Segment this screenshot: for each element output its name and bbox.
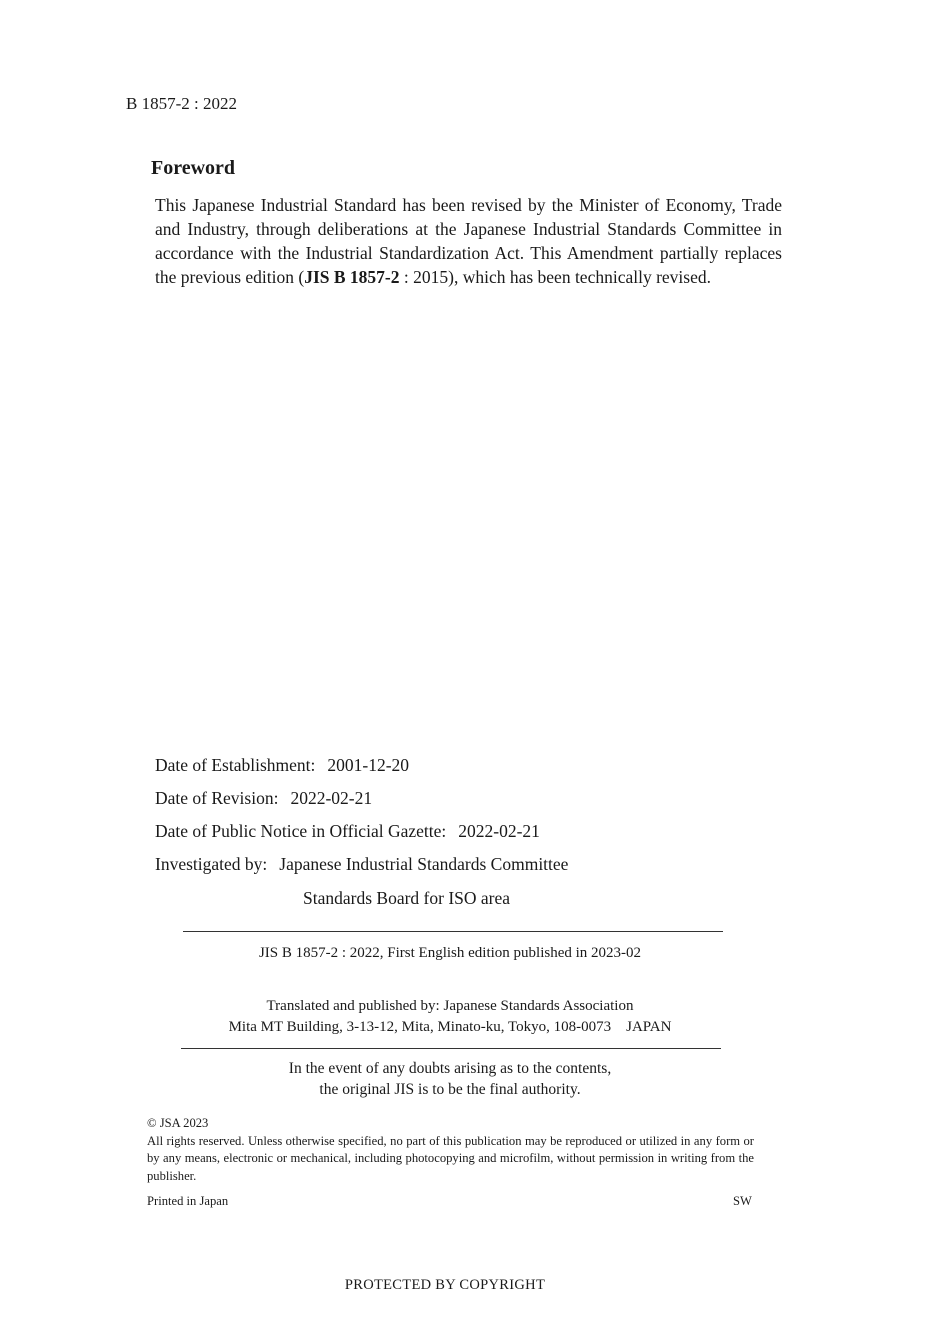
revision-date-row: [155, 788, 372, 809]
establishment-value: 2001-12-20: [327, 755, 410, 775]
establishment-label: Date of Establishment:: [155, 755, 316, 775]
gazette-label: Date of Public Notice in Official Gazette:: [155, 821, 447, 841]
divider-top: [183, 931, 723, 932]
divider-bottom: [181, 1048, 721, 1049]
protected-by-copyright-footer: PROTECTED BY COPYRIGHT: [344, 1277, 546, 1293]
publisher-block: [150, 996, 750, 1038]
rights-reserved-text: All rights reserved. Unless otherwise specified, no part of this publication may be reproduced or utilized in any form or by any means, electronic or mechanical, including photocopying and microfilm, without permission in writing from the publisher.: [147, 1133, 754, 1183]
investigated-label: Investigated by:: [155, 854, 268, 874]
printed-in: Printed in Japan: [147, 1194, 229, 1208]
gazette-value: 2022-02-21: [458, 821, 540, 841]
print-code: SW: [733, 1194, 752, 1208]
revision-label: Date of Revision:: [155, 788, 279, 808]
document-id-header: B 1857-2 : 2022: [126, 94, 237, 113]
investigated-board: Standards Board for ISO area: [303, 888, 511, 908]
foreword-text-part2: : 2015), which has been technically revised.: [399, 267, 711, 287]
foreword-heading: Foreword: [151, 157, 236, 179]
foreword-body: [155, 193, 782, 289]
investigated-committee: Japanese Industrial Standards Committee: [279, 854, 569, 874]
foreword-text-part1: This Japanese Industrial Standard has been revised by the Minister of Economy, Trade and Industry, through deliberations at the Japanese Industrial Standards Committee in accordance with the Industrial Standardization Act. This Amendment partially replaces the previous edition (: [155, 195, 782, 287]
copyright-block: [147, 1115, 754, 1185]
establishment-date-row: [155, 755, 409, 776]
publisher-address: Mita MT Building, 3-13-12, Mita, Minato-ku, Tokyo, 108-0073 JAPAN: [228, 1019, 672, 1035]
edition-statement: JIS B 1857-2 : 2022, First English edition published in 2023-02: [258, 945, 642, 961]
authority-notice-line2: the original JIS is to be the final authority.: [319, 1081, 581, 1098]
translated-by: Translated and published by: Japanese Standards Association: [266, 998, 634, 1014]
authority-notice: [150, 1058, 750, 1100]
authority-notice-line1: In the event of any doubts arising as to the contents,: [288, 1060, 612, 1077]
gazette-date-row: [155, 821, 540, 842]
revision-value: 2022-02-21: [290, 788, 373, 808]
copyright-notice: © JSA 2023: [147, 1116, 209, 1130]
previous-edition-reference: JIS B 1857-2: [304, 267, 400, 287]
investigated-by-row: [155, 854, 568, 875]
